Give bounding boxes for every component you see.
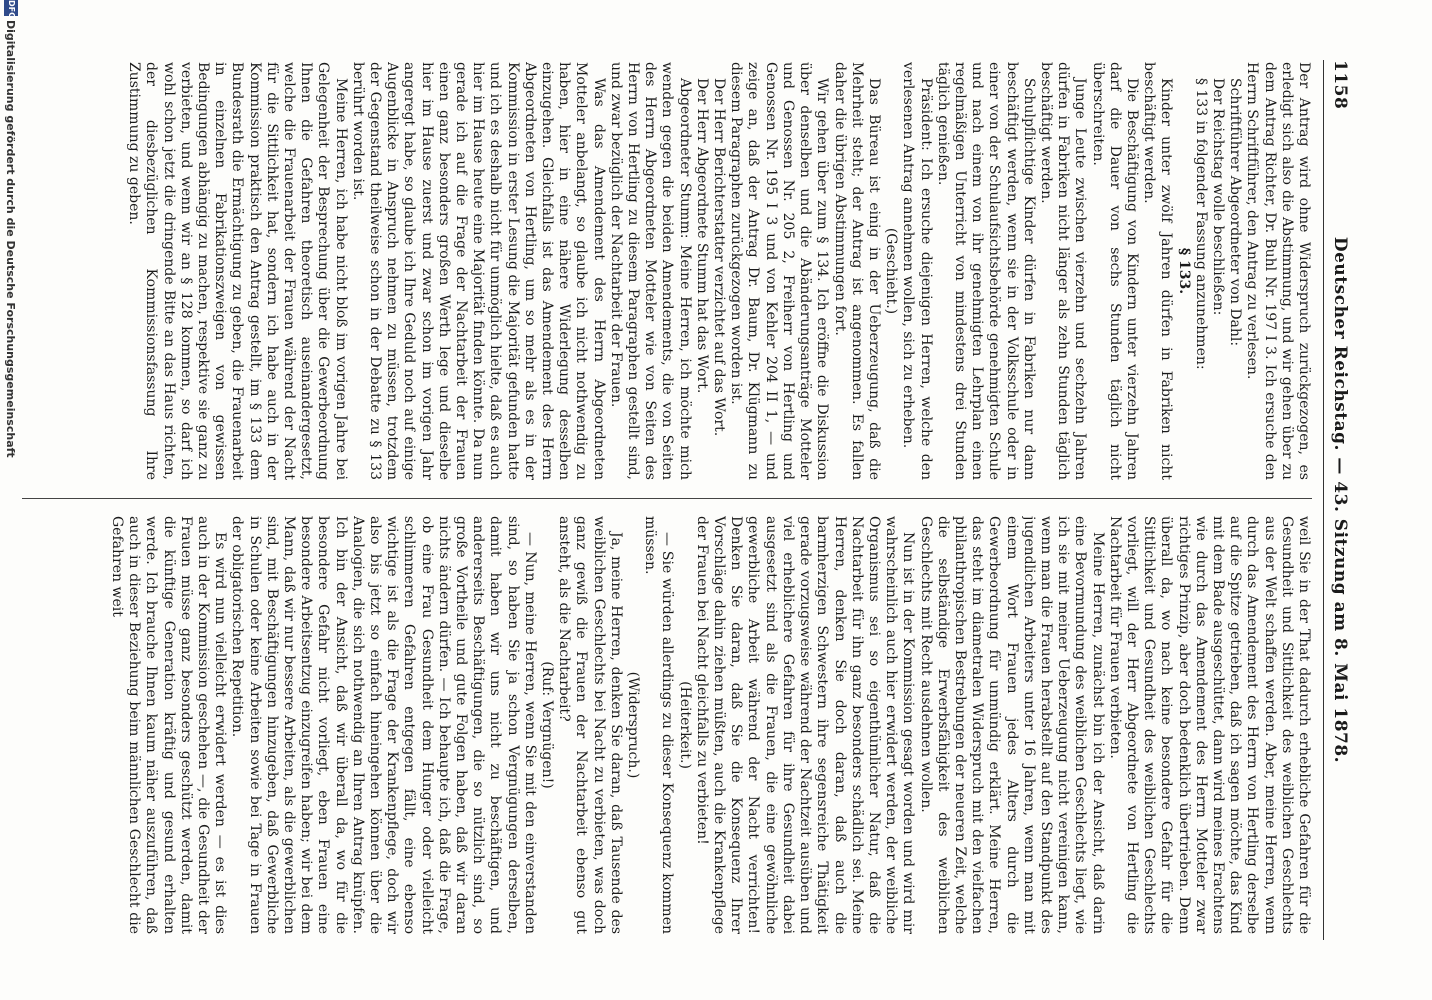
paragraph: Schulpflichtige Kinder dürfen in Fabriken nur dann beschäftigt werden, wenn sie in der Volksschule oder in einer von der Schulaufsichtsbehörde genehmigten Schule und nach einem von ihr genehmigten Lehrplan einen regelmäßigen Unterricht von mindestens drei Stunden täglich genießen. <box>934 62 1037 480</box>
digitization-credit-strip <box>0 0 20 1000</box>
paragraph: Der Herr Abgeordnete Stumm hat das Wort. <box>693 78 710 394</box>
paragraph: Der Reichstag wolle beschließen: <box>1209 78 1226 316</box>
paragraph: Was das Amendement des Herrn Abgeordneten Motteler anbelangt, so glaube ich nicht nothwendig zu haben, hier in eine nähere Widerlegung desselben einzugehen. Gleichfalls ist das Amendement des Herrn Abgeordneten von Hertling, um so mehr als es in der Kommission in erster Lesung die Majorität gefunden hatte und ich es deshalb nicht für unmöglich hielte, daß es auch hier im Hause heute eine Majorität finden könnte. Da nun gerade ich auf die Frage der Nachtarbeit der Frauen einen ganz besonders großen Werth lege und dieselbe hier im Hause zuerst und zwar schon im vorigen Jahr angeregt habe, so glaube ich Ihre Geduld noch auf einige Augenblicke in Anspruch nehmen zu müssen, trotzdem der Gegenstand theilweise schon in der Debatte zu § 133 berührt worden ist. <box>349 62 607 480</box>
paragraph: Es wird nun vielleicht erwidert werden — es ist dies auch in der Kommission geschehen —, die Gesundheit der Frauen müsse ganz besonders geschützt werden, damit die künftige Generation kräftig und gesund erhalten werde. Ich brauche Ihnen kaum näher auszuführen, daß auch in dieser Beziehung beim männlichen Geschlecht die Gefahren weit <box>108 516 229 934</box>
paragraph: Der Antrag wird ohne Widerspruch zurückgezogen, es erledigt sich also die Abstimmung, und wir gehen über zu dem Antrag Richter, Dr. Buhl Nr. 197 I 3. Ich ersuche den Herrn Schriftführer, den Antrag zu verlesen. <box>1244 62 1312 480</box>
stage-direction: (Ruf: Vergnügen!) <box>539 661 556 789</box>
paragraph: Nun ist in der Kommission gesagt worden und wird mir wahrscheinlich auch hier erwidert werden, der weibliche Organismus sei so eigenthümlicher Natur, daß die Nachtarbeit für ihn ganz besonders schädlich sei. Meine Herren, denken Sie doch daran, daß auch die barmherzigen Schwestern ihre segensreiche Thätigkeit gerade vorzugsweise während der Nachtzeit ausüben und viel erheblichere Gefahren für ihre Gesundheit dabei ausgesetzt sind als die Frauen, die eine gewöhnliche gewerbliche Arbeit während der Nacht verrichten! Denken Sie daran, daß Sie die Konsequenz Ihrer Vorschläge dahin ziehen müßten, auch die Krankenpflege der Frauen bei Nacht gleichfalls zu verbieten! <box>693 516 917 934</box>
paragraph: Kinder unter zwölf Jahren dürfen in Fabriken nicht beschäftigt werden. <box>1141 62 1175 480</box>
stage-direction: (Widerspruch.) <box>625 671 642 779</box>
paragraph: Schriftführer Abgeordneter von Dahl: <box>1227 78 1244 347</box>
paragraph: Das Büreau ist einig in der Ueberzeugung, daß die Mehrheit steht; der Antrag ist angenommen. Es fallen daher die übrigen Abstimmungen fort. <box>831 62 882 480</box>
paragraph: Abgeordneter Stumm: Meine Herren, ich möchte mich wenden gegen die beiden Amendements, die von Seiten des Herrn Abgeordneten Motteler wie von Seiten des Herrn von Hertling zu diesem Paragraphen gestellt sind, und zwar bezüglich der Nachtarbeit der Frauen. <box>607 62 693 480</box>
right-column <box>22 516 1312 934</box>
column-divider <box>22 498 1312 499</box>
page-header <box>1324 60 1350 940</box>
header-rule <box>1323 60 1324 940</box>
left-column <box>22 62 1312 480</box>
paragraph: Wir gehen über zum § 134. Ich eröffne die Diskussion über denselben und die Abänderungsanträge Motteler und Genossen Nr. 205 2, Freiherr von Hertling und Genossen Nr. 195 I 3 und von Kehler 204 II 1, — und zeige an, daß der Antrag Dr. Baum, Dr. Klügmann zu diesem Paragraphen zurückgezogen worden ist. <box>728 62 831 480</box>
paragraph: — Sie würden allerdings zu dieser Konsequenz kommen müssen. <box>642 516 676 934</box>
paragraph: Meine Herren, zunächst bin ich der Ansicht, daß darin eine Bevormundung des weiblichen Geschlechts liegt, wie ich sie mit meiner Ueberzeugung nicht vereinigen kann, wenn man die Frauen herabstellt auf den Standpunkt des jugendlichen Arbeiters unter 16 Jahren, wenn man mit einem Wort Frauen jedes Alters durch die Gewerbeordnung für unmündig erklärt. Meine Herren, das steht im diametralen Widerspruch mit den vielfachen philanthropischen Bestrebungen der neueren Zeit, welche die selbständige Erwerbsfähigkeit des weiblichen Geschlechts mit Recht ausdehnen wollen. <box>917 516 1106 934</box>
digitization-credit: Digitalisierung gefördert durch die Deutsche Forschungsgemeinschaft <box>4 20 17 458</box>
paragraph: Präsident: Ich ersuche diejenigen Herren, welche den verlesenen Antrag annehmen wollen, sich zu erheben. <box>900 62 934 480</box>
paragraph: Die Beschäftigung von Kindern unter vierzehn Jahren darf die Dauer von sechs Stunden täglich nicht überschreiten. <box>1089 62 1140 480</box>
running-title: Deutscher Reichstag. — 43. Sitzung am 8. Mai 1878. <box>1330 236 1350 764</box>
paragraph: — Nun, meine Herren, wenn Sie mit den einverstanden sind, so haben Sie ja schon Vergnügungen derselben, damit haben wir uns nicht zu beschäftigen, und andererseits Beschäftigungen, die so nützlich sind, so große Vortheile und gute Folgen haben, daß wir daran nichts ändern dürfen. — Ich behaupte ich, daß die Frage, ob eine Frau Gesundheit dem Hunger oder vielleicht schlimmeren Gefahren entgegen fällt, eine ebenso wichtige ist als die Frage der Krankenpflege, doch wir also bis jetzt so einfach hineingehen können über die Analogien, die sich nothwendig an Ihren Antrag knüpfen. Ich bin der Ansicht, daß wir überall da, wo für die besondere Gefahr nicht vorliegt, eben Frauen eine besondere Arbeitsentzug einzugreifen haben; wir bei dem Mann, daß wir nur bessere Arbeiten, als die gewerblichen sind, mit Beschäftigungen hinzugeben, daß Gewerbliche in Schulen oder keine Arbeiten sowie bei Tage in Frauen der obligatorischen Repetition. <box>229 516 538 934</box>
stage-direction: (Heiterkeit.) <box>676 681 693 769</box>
paragraph: weil Sie in der That dadurch erhebliche Gefahren für die Gesundheit und Sittlichkeit des weiblichen Geschlechts aus der Welt schaffen werden. Aber, meine Herren, wenn durch das Amendement des Herrn von Hertling derselbe auf die Spitze getrieben, daß ich sagen möchte, das Kind mit dem Bade ausgeschüttet, dann wird meines Erachtens wie durch das Amendement des Herrn Motteler zwar richtiges Prinzip, aber doch bedenklich übertrieben. Denn überall da, wo nach keine besondere Gefahr für die Sittlichkeit und Gesundheit des weiblichen Geschlechts vorliegt, will der Herr Abgeordnete von Hertling die Nachtarbeit für Frauen verbieten. <box>1106 516 1312 934</box>
paragraph: Der Herr Berichterstatter verzichtet auf das Wort. <box>711 78 728 437</box>
dfg-logo-icon: DFG <box>4 0 18 16</box>
stage-direction: (Geschieht.) <box>883 227 900 315</box>
paragraph: Meine Herren, ich habe nicht bloß im vorigen Jahre bei Gelegenheit der Besprechung über die Gewerbeordnung Ihnen die Gefahren theoretisch auseinandergesetzt, welche die Frauenarbeit der Frauen während der Nacht für die Sittlichkeit hat, sondern ich habe auch in der Kommission praktisch den Antrag gestellt, im § 133 dem Bundesrath die Ermächtigung zu geben, die Frauenarbeit in einzelnen Fabrikationszweigen von gewissen Bedingungen abhängig zu machen, respektive sie ganz zu verbieten, und wenn wir an § 128 kommen, so darf ich wohl schon jetzt die dringende Bitte an das Haus richten, der diesbezüglichen Kommissionsfassung Ihre Zustimmung zu geben. <box>126 62 349 480</box>
page-number: 1158 <box>1330 60 1350 110</box>
section-heading: § 133. <box>1175 247 1192 295</box>
paragraph: Ja, meine Herren, denken Sie daran, daß Tausende des weiblichen Geschlechts bei Nacht zu verbieten, was doch ganz gewiß die Frauen der Nachtarbeit ebenso gut ansteht, als die Nachtarbeit? <box>556 516 624 934</box>
paragraph: Junge Leute zwischen vierzehn und sechzehn Jahren dürfen in Fabriken nicht länger als zehn Stunden täglich beschäftigt werden. <box>1037 62 1089 480</box>
paragraph: § 133 in folgender Fassung anzunehmen: <box>1192 78 1209 370</box>
